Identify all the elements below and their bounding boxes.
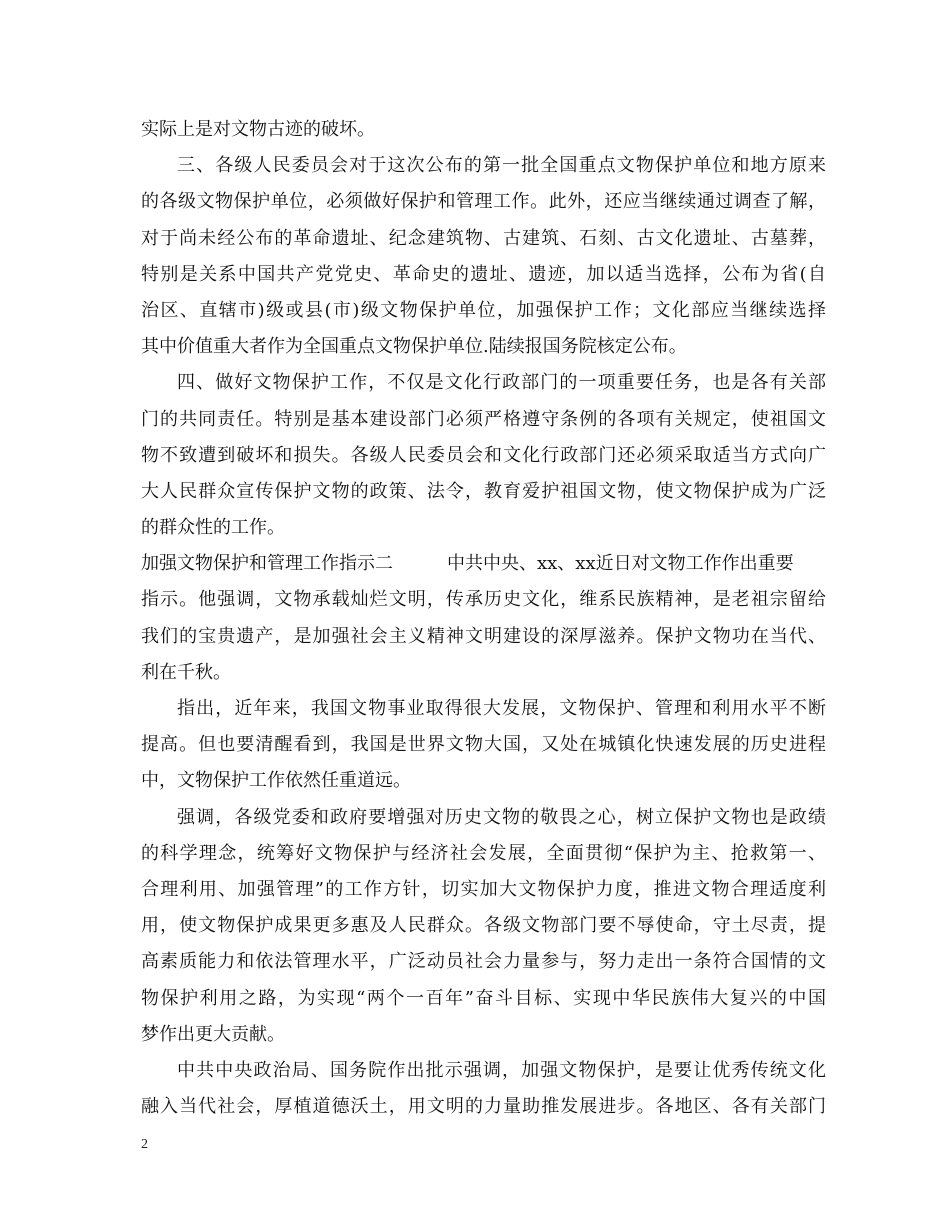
text-line: 中，文物保护工作依然任重道远。 <box>141 770 411 792</box>
text-line: 梦作出更大贡献。 <box>141 1023 285 1045</box>
page-number: 2 <box>141 1137 148 1152</box>
text-line: 高素质能力和依法管理水平，广泛动员社会力量参与，努力走出一条符合国情的文 <box>141 951 826 973</box>
text-line: 融入当代社会，厚植道德沃土，用文明的力量助推发展进步。各地区、各有关部门 <box>141 1096 826 1118</box>
text-line: 门的共同责任。特别是基本建设部门必须严格遵守条例的各项有关规定，使祖国文 <box>141 408 826 430</box>
text-line: 物保护利用之路，为实现“两个一百年”奋斗目标、实现中华民族伟大复兴的中国 <box>141 987 826 1009</box>
text-line: 指出，近年来，我国文物事业取得很大发展，文物保护、管理和利用水平不断 <box>177 698 826 719</box>
document-body <box>141 112 826 1125</box>
text-line: 三、各级人民委员会对于这次公布的第一批全国重点文物保护单位和地方原来 <box>177 155 826 177</box>
text-line: 大人民群众宣传保护文物的政策、法令，教育爱护祖国文物，使文物保护成为广泛 <box>141 480 826 502</box>
text-line: 合理利用、加强管理”的工作方针，切实加大文物保护力度，推进文物合理适度利 <box>141 878 826 900</box>
section-heading-line <box>141 546 826 582</box>
text-line: 特别是关系中国共产党党史、革命史的遗址、遗迹，加以适当选择，公布为省(自 <box>141 263 826 285</box>
heading-continuation: 中共中央、xx、xx近日对文物工作作出重要 <box>447 553 794 575</box>
text-line: 物不致遭到破坏和损失。各级人民委员会和文化行政部门还必须采取适当方式向广 <box>141 444 826 466</box>
text-line: 实际上是对文物古迹的破坏。 <box>141 119 375 140</box>
text-line: 提高。但也要清醒看到，我国是世界文物大国，又处在城镇化快速发展的历史进程 <box>141 734 826 756</box>
text-line: 四、做好文物保护工作，不仅是文化行政部门的一项重要任务，也是各有关部 <box>177 372 826 394</box>
text-line: 中共中央政治局、国务院作出批示强调，加强文物保护，是要让优秀传统文化 <box>177 1059 826 1081</box>
text-line: 治区、直辖市)级或县(市)级文物保护单位，加强保护工作；文化部应当继续选择 <box>141 299 826 321</box>
text-line: 其中价值重大者作为全国重点文物保护单位.陆续报国务院核定公布。 <box>141 336 687 358</box>
text-line: 的科学理念，统筹好文物保护与经济社会发展，全面贯彻“保护为主、抢救第一、 <box>141 842 826 864</box>
text-line: 对于尚未经公布的革命遗址、纪念建筑物、古建筑、石刻、古文化遗址、古墓葬， <box>141 227 826 249</box>
text-line: 强调，各级党委和政府要增强对历史文物的敬畏之心，树立保护文物也是政绩 <box>177 806 826 828</box>
text-line: 的各级文物保护单位，必须做好保护和管理工作。此外，还应当继续通过调查了解， <box>141 191 826 213</box>
text-line: 的群众性的工作。 <box>141 517 285 539</box>
text-line: 用，使文物保护成果更多惠及人民群众。各级文物部门要不辱使命，守土尽责，提 <box>141 915 826 937</box>
section-heading: 加强文物保护和管理工作指示二 <box>141 553 393 575</box>
text-line: 我们的宝贵遗产，是加强社会主义精神文明建设的深厚滋养。保护文物功在当代、 <box>141 625 826 647</box>
text-line: 利在千秋。 <box>141 661 231 683</box>
text-line: 指示。他强调，文物承载灿烂文明，传承历史文化，维系民族精神，是老祖宗留给 <box>141 589 826 611</box>
